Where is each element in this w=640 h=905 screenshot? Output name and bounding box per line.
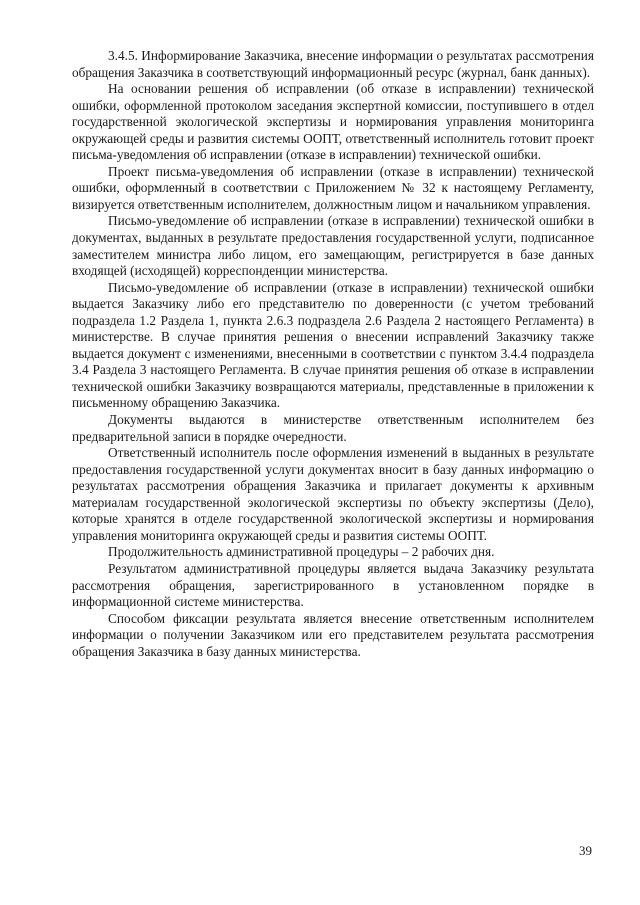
paragraph-procedure-duration: Продолжительность административной процедуры – 2 рабочих дня. xyxy=(108,544,495,560)
page-number: 39 xyxy=(579,843,592,858)
paragraph-letter-registration: Письмо-уведомление об исправлении (отказе в исправлении) технической ошибки в документах, выданных в результате предоставления государственной услуги, подписанное заместителем министра либо лицом, его замещающим, регистрируется в базе данных входящей (исходящей) корреспонденции министерства. xyxy=(72,213,594,279)
paragraph-draft-letter: Проект письма-уведомления об исправлении (отказе в исправлении) технической ошибки, оформленный в соответствии с Приложением № 32 к настоящему Регламенту, визируется ответственным исполнителем, должностным лицом и начальником управления. xyxy=(72,163,594,212)
paragraph-database-entry: Ответственный исполнитель после оформления изменений в выданных в результате предоставления государственной услуги документах вносит в базу данных информацию о результатах рассмотрения обращения Заказчика и прилагает документы к архивным материалам государственной экологической экспертизы по объекту экспертизы (Дело), которые хранятся в отделе государственной экологической экспертизы и нормирования управления мониторинга окружающей среды и развития системы ООПТ. xyxy=(72,445,594,543)
paragraph-documents-issued: Документы выдаются в министерстве ответственным исполнителем без предварительной записи в порядке очередности. xyxy=(72,412,594,444)
paragraph-3-4-5-heading: 3.4.5. Информирование Заказчика, внесение информации о результатах рассмотрения обращения Заказчика в соответствующий информационный ресурс (журнал, банк данных). xyxy=(72,48,594,80)
document-body xyxy=(72,48,594,660)
paragraph-letter-issuance: Письмо-уведомление об исправлении (отказе в исправлении) технической ошибки выдается Заказчику либо его представителю по доверенности (с учетом требований подраздела 1.2 Раздела 1, пункта 2.6.3 подраздела 2.6 Раздела 2 настоящего Регламента) в министерстве. В случае принятия решения о внесении исправлений Заказчику также выдается документ с изменениями, внесенными в соответствии с пунктом 3.4.4 подраздела 3.4 Раздела 3 настоящего Регламента. В случае принятия решения об отказе в исправлении технической ошибки Заказчику возвращаются материалы, представленные в приложении к письменному обращению Заказчика. xyxy=(72,279,594,411)
paragraph-procedure-result: Результатом административной процедуры является выдача Заказчику результата рассмотрения обращения, зарегистрированного в установленном порядке в информационной системе министерства. xyxy=(72,560,594,610)
paragraph-decision-basis: На основании решения об исправлении (об отказе в исправлении) технической ошибки, оформленной протоколом заседания экспертной комиссии, поступившего в отдел государственной экологической экспертизы и нормирования управления мониторинга окружающей среды и развития системы ООПТ, ответственный исполнитель готовит проект письма-уведомления об исправлении (отказе в исправлении) технической ошибки. xyxy=(72,81,594,163)
paragraph-fixation-method: Способом фиксации результата является внесение ответственным исполнителем информации о получении Заказчиком или его представителем результата рассмотрения обращения Заказчика в базу данных министерства. xyxy=(72,610,594,659)
